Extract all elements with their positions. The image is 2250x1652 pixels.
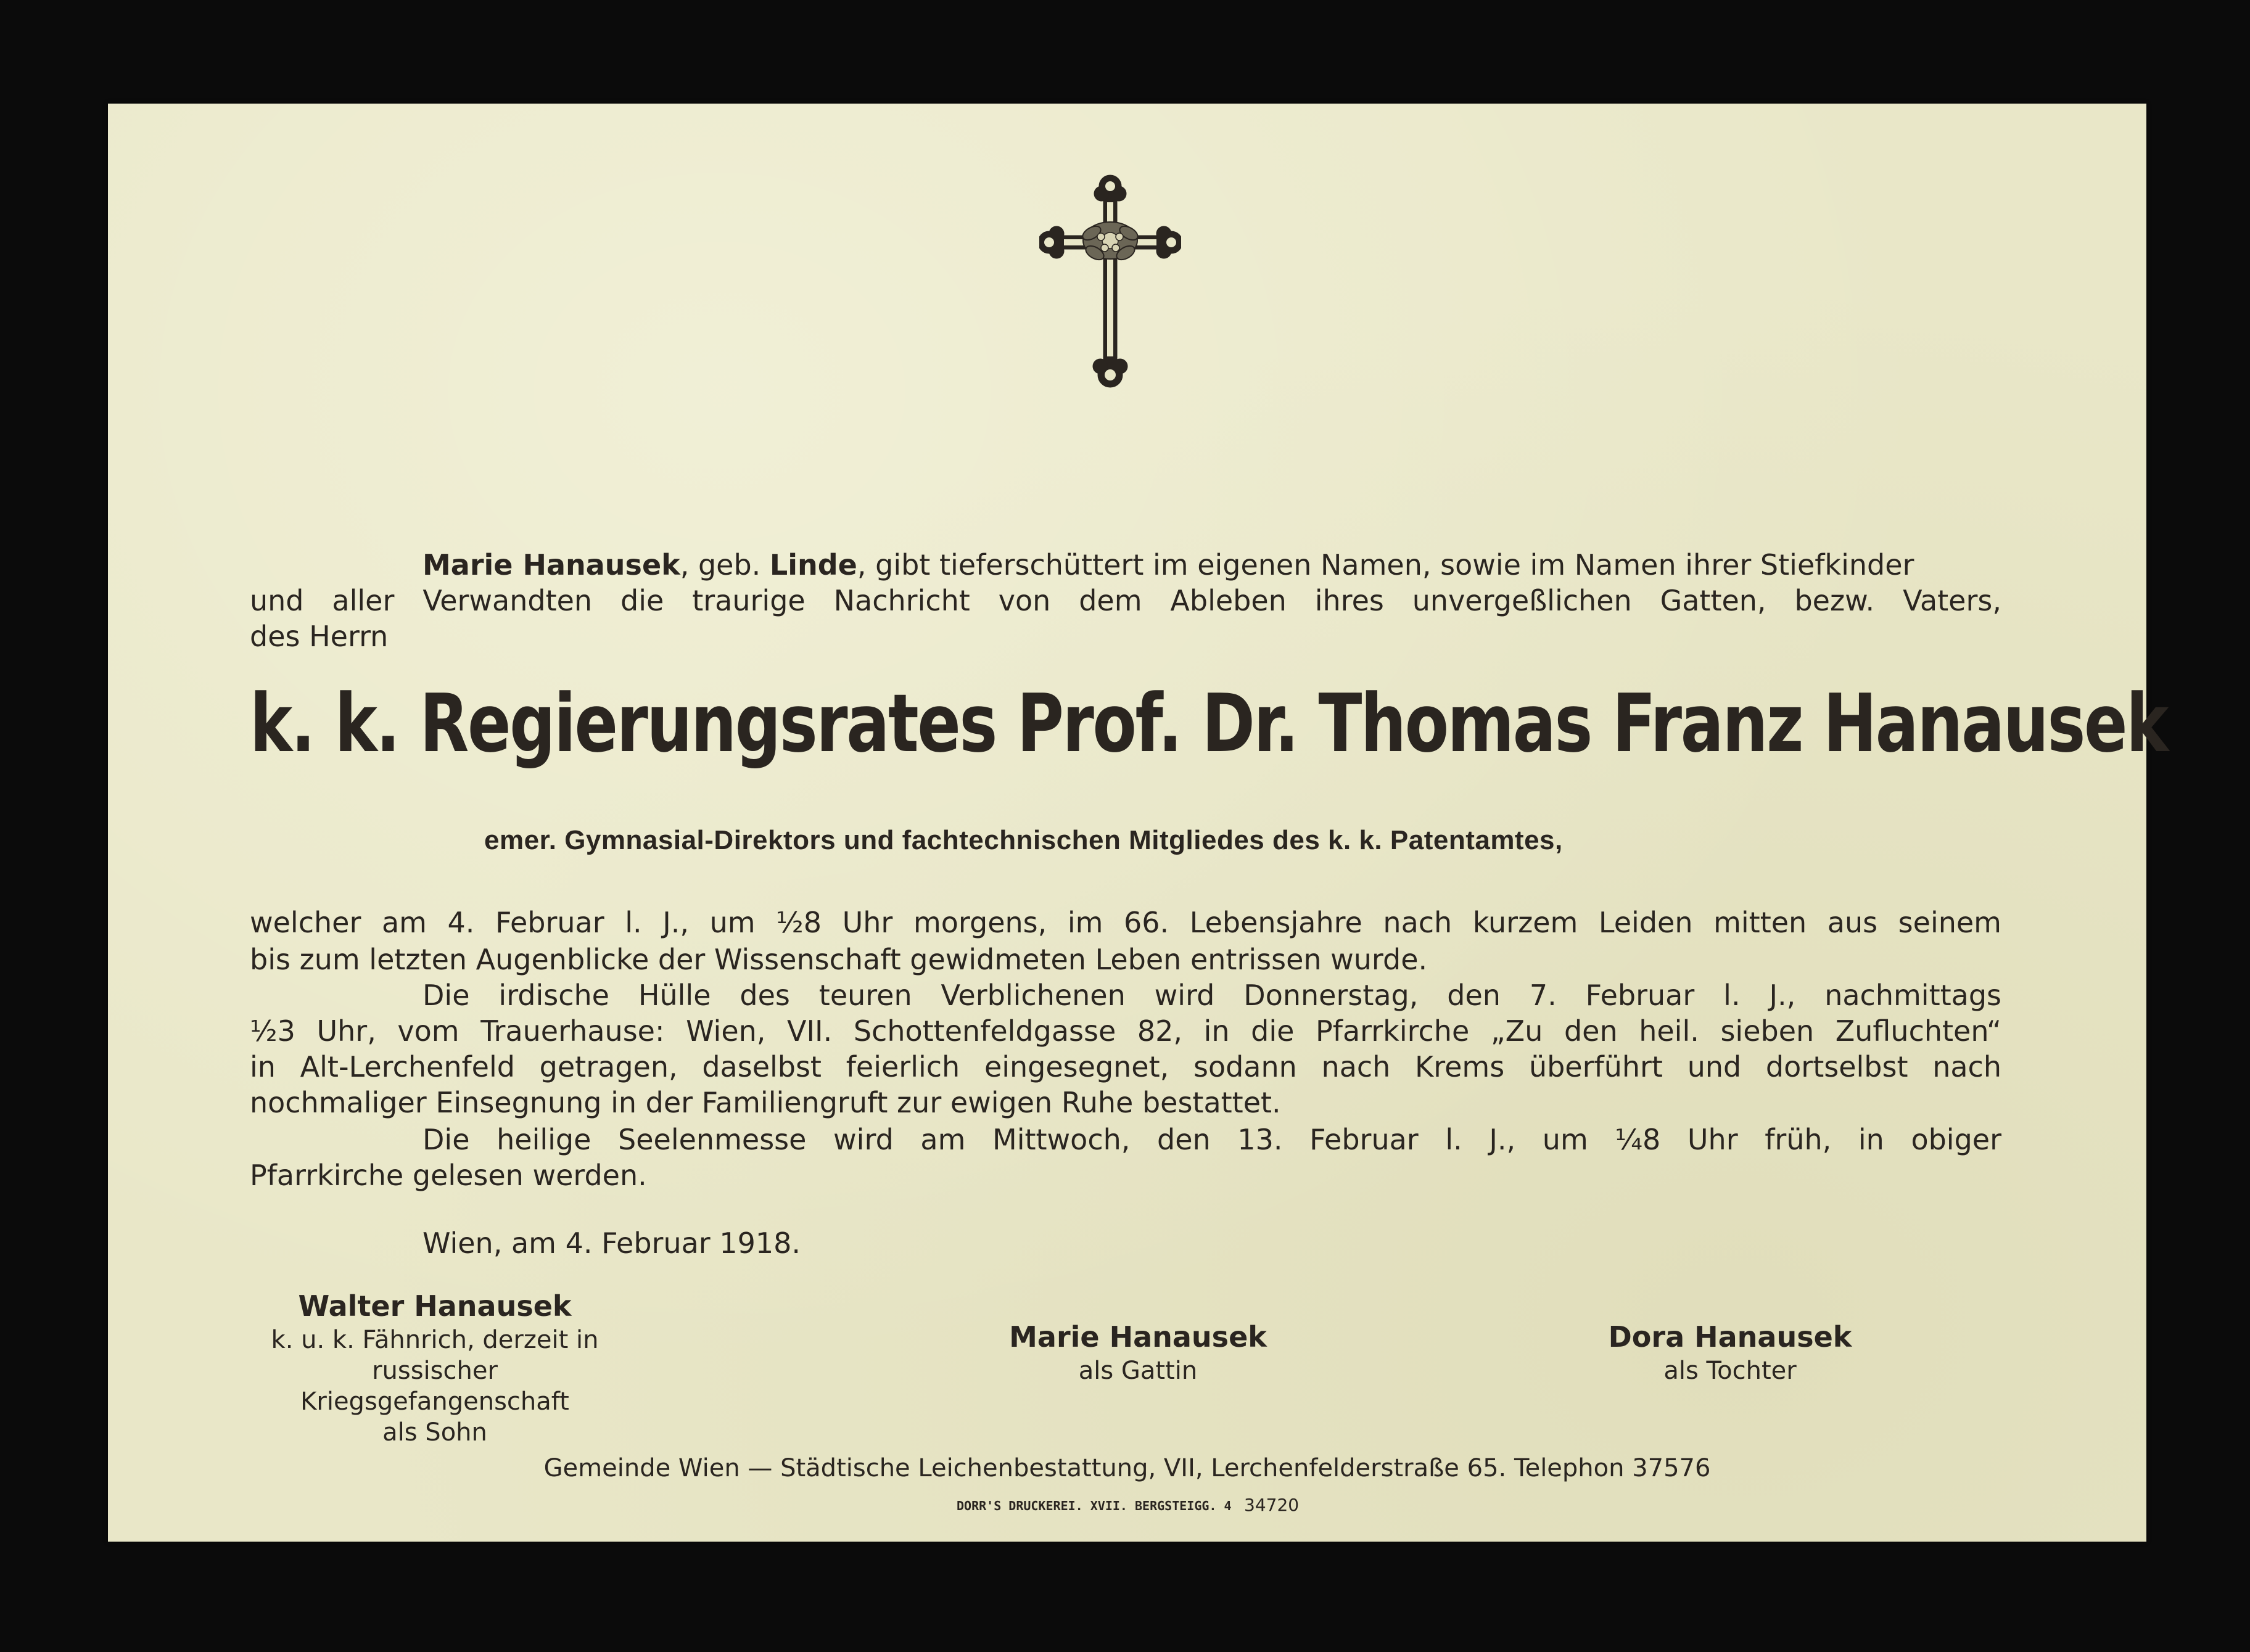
undertaker-footer: Gemeinde Wien — Städtische Leichenbestattung, VII, Lerchenfelderstraße 65. Telephon 37576 [543, 1454, 1711, 1482]
maiden-name: Linde [769, 548, 857, 581]
signatory-role-line: als Tochter [1663, 1357, 1797, 1385]
body-line-1: welcher am 4. Februar l. J., um ½8 Uhr morgens, im 66. Lebensjahre nach kurzem Leiden mitten aus seinem [250, 906, 2001, 939]
signatory-walter [219, 1288, 651, 1448]
signatory-dora [1539, 1318, 1921, 1386]
widow-name: Marie Hanausek [422, 548, 680, 581]
signatory-role-line: als Gattin [1078, 1357, 1198, 1385]
body-line-4: ½3 Uhr, vom Trauerhause: Wien, VII. Schottenfeldgasse 82, in die Pfarrkirche „Zu den heil. sieben Zufluchten“ [250, 1014, 2001, 1048]
intro-text: , gibt tieferschüttert im eigenen Namen, sowie im Namen ihrer Stiefkinder [857, 548, 1914, 581]
intro-line-3: des Herrn [250, 620, 389, 653]
signatory-name: Walter Hanausek [298, 1289, 572, 1323]
signatory-role-line: k. u. k. Fähnrich, derzeit in russischer [271, 1326, 599, 1385]
intro-text: , geb. [680, 548, 770, 581]
print-number: 34720 [1244, 1495, 1300, 1515]
printer-imprint: DORR'S DRUCKEREI. XVII. BERGSTEIGG. 4 [957, 1498, 1232, 1513]
signatory-role-line: Kriegsgefangenschaft [300, 1387, 569, 1416]
trefoil-cross-icon [1039, 171, 1181, 393]
deceased-full-title: k. k. Regierungsrates Prof. Dr. Thomas Franz Hanausek [250, 676, 2167, 770]
signatory-name: Dora Hanausek [1608, 1320, 1852, 1354]
body-line-8: Pfarrkirche gelesen werden. [250, 1159, 647, 1192]
signatory-marie [947, 1318, 1329, 1386]
signatory-role-line: als Sohn [382, 1418, 487, 1447]
place-and-date: Wien, am 4. Februar 1918. [422, 1227, 801, 1260]
obituary-card [108, 104, 2167, 1542]
body-line-7: Die heilige Seelenmesse wird am Mittwoch, den 13. Februar l. J., um ¼8 Uhr früh, in obiger [422, 1123, 2001, 1156]
body-line-5: in Alt-Lerchenfeld getragen, daselbst feierlich eingesegnet, sodann nach Krems überführt und dortselbst nach [250, 1050, 2001, 1083]
body-line-2: bis zum letzten Augenblicke der Wissenschaft gewidmeten Leben entrissen wurde. [250, 943, 1428, 976]
signatory-name: Marie Hanausek [1009, 1320, 1267, 1354]
body-line-6: nochmaliger Einsegnung in der Familiengruft zur ewigen Ruhe bestattet. [250, 1086, 1281, 1119]
intro-line-2: und aller Verwandten die traurige Nachricht von dem Ableben ihres unvergeßlichen Gatten, bezw. Vaters, [250, 584, 2001, 617]
body-line-3: Die irdische Hülle des teuren Verblichenen wird Donnerstag, den 7. Februar l. J., nachmittags [422, 979, 2001, 1012]
intro-line-1 [422, 548, 2001, 582]
deceased-subtitle: emer. Gymnasial-Direktors und fachtechnischen Mitgliedes des k. k. Patentamtes, [484, 825, 1563, 855]
